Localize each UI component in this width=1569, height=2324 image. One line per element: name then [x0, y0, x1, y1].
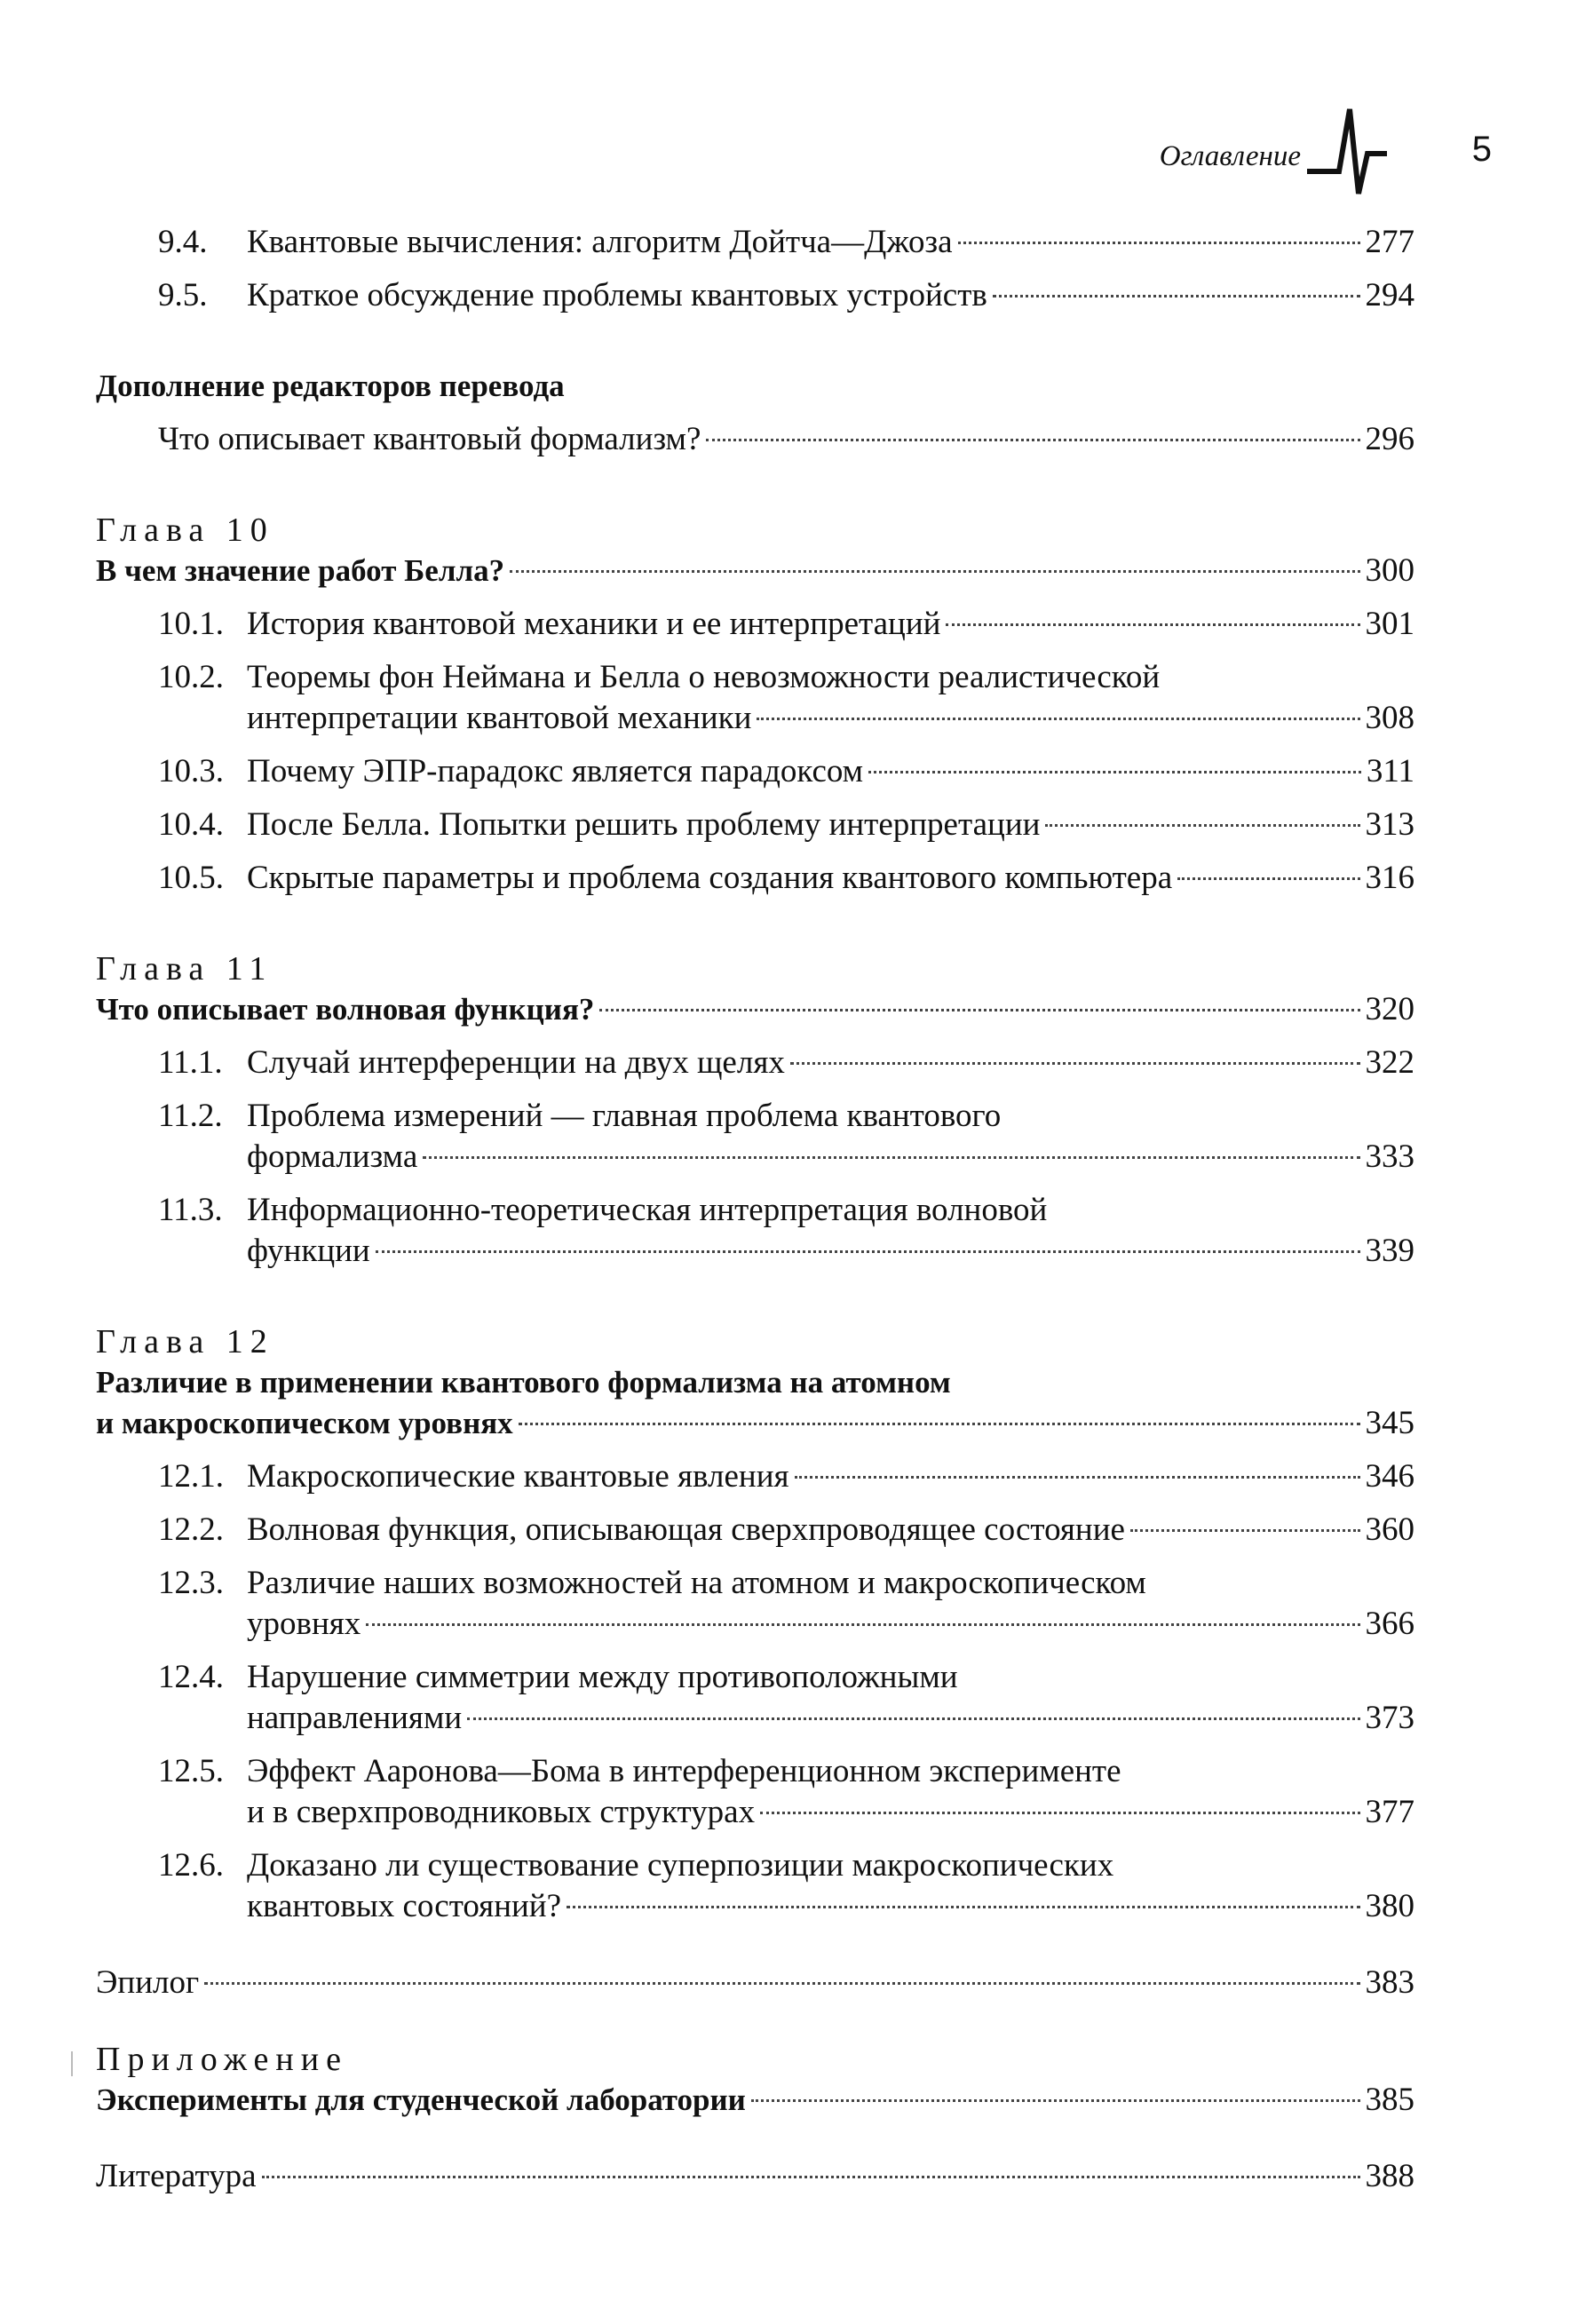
toc-entry-12-1[interactable] [96, 1456, 1414, 1497]
section-title: Волновая функция, описывающая сверхпроводящее состояние [247, 1511, 1125, 1548]
chapter-title-10[interactable] [96, 551, 1414, 591]
page-ref: 360 [1365, 1511, 1414, 1548]
section-title-line2: направлениями [247, 1700, 463, 1736]
dot-leader [1045, 824, 1359, 827]
dot-leader [795, 1476, 1360, 1479]
page-ref: 366 [1365, 1606, 1414, 1642]
page-ref: 388 [1365, 2158, 1414, 2194]
toc-entry-12-4[interactable] [96, 1657, 1414, 1739]
toc-entry-appendix[interactable] [96, 2080, 1414, 2121]
toc-entry-12-5[interactable] [96, 1751, 1414, 1833]
section-title-line1: Доказано ли существование суперпозиции макроскопических [247, 1847, 1114, 1884]
page-ref: 294 [1365, 277, 1414, 313]
section-title: Квантовые вычисления: алгоритм Дойтча—Джоза [247, 224, 953, 260]
dot-leader [204, 1982, 1359, 1985]
toc-entry-12-3[interactable] [96, 1563, 1414, 1645]
table-of-contents [96, 222, 1414, 2197]
toc-entry-11-2[interactable] [96, 1096, 1414, 1178]
dot-leader [790, 1062, 1360, 1065]
section-number: 10.2. [158, 659, 224, 695]
section-title-line1: Проблема измерений — главная проблема квантового [247, 1098, 1002, 1134]
toc-entry-addendum[interactable] [96, 419, 1414, 460]
chapter-title-12[interactable] [96, 1403, 1414, 1444]
dot-leader [376, 1250, 1360, 1253]
section-title: Оглавление [1159, 140, 1301, 172]
section-title-line2: формализма [247, 1138, 418, 1175]
section-title-line2: и в сверхпроводниковых структурах [247, 1794, 756, 1830]
dot-leader [519, 1423, 1360, 1425]
section-number: 12.4. [158, 1659, 224, 1695]
section-title-line1: Информационно-теоретическая интерпретация волновой [247, 1192, 1048, 1228]
dot-leader [751, 2099, 1360, 2102]
dot-leader [760, 1812, 1359, 1814]
toc-entry-10-5[interactable] [96, 858, 1414, 899]
section-number: 10.4. [158, 806, 224, 843]
toc-entry-9-5[interactable] [96, 275, 1414, 316]
page-ref: 320 [1365, 991, 1414, 1027]
page-ref: 301 [1365, 606, 1414, 642]
chapter-title: В чем значение работ Белла? [96, 553, 505, 588]
toc-entry-12-6[interactable] [96, 1845, 1414, 1927]
section-title-line1: Различие наших возможностей на атомном и макроскопическом [247, 1565, 1146, 1601]
section-title-line2: уровнях [247, 1606, 361, 1642]
page-ref: 322 [1365, 1044, 1414, 1081]
dot-leader [1177, 877, 1359, 880]
section-title: История квантовой механики и ее интерпретаций [247, 606, 941, 642]
dot-leader [567, 1906, 1359, 1908]
dot-leader [510, 570, 1359, 573]
toc-entry-10-3[interactable] [96, 751, 1414, 792]
section-number: 11.2. [158, 1098, 223, 1134]
addendum-heading: Дополнение редакторов перевода [96, 369, 565, 403]
dot-leader [993, 295, 1360, 297]
section-title: Скрытые параметры и проблема создания квантового компьютера [247, 860, 1173, 896]
chapter-label: Глава 12 [96, 1323, 274, 1360]
section-number: 10.3. [158, 753, 224, 789]
dot-leader [467, 1717, 1359, 1720]
chapter-title-line2: и макроскопическом уровнях [96, 1406, 513, 1440]
entry-title: Литература [96, 2158, 257, 2194]
dot-leader [757, 718, 1359, 720]
section-title: Макроскопические квантовые явления [247, 1458, 789, 1495]
dot-leader [958, 242, 1360, 244]
section-title-line1: Эффект Ааронова—Бома в интерференционном эксперименте [247, 1753, 1121, 1789]
scan-mark [71, 2051, 73, 2076]
section-number: 12.1. [158, 1458, 224, 1495]
page-ref: 373 [1365, 1700, 1414, 1736]
running-header [941, 105, 1492, 202]
page-ref: 377 [1365, 1794, 1414, 1830]
page-ref: 311 [1366, 753, 1414, 789]
entry-title: Эпилог [96, 1964, 200, 2001]
toc-entry-12-2[interactable] [96, 1510, 1414, 1551]
section-title-line2: квантовых состояний? [247, 1888, 562, 1924]
toc-entry-10-1[interactable] [96, 604, 1414, 645]
page-ref: 316 [1365, 860, 1414, 896]
chapter-title: Что описывает волновая функция? [96, 992, 595, 1027]
chapter-title-11[interactable] [96, 989, 1414, 1030]
section-title: После Белла. Попытки решить проблему интерпретации [247, 806, 1041, 843]
section-number: 9.4. [158, 224, 208, 260]
dot-leader [1130, 1529, 1360, 1532]
toc-entry-literature[interactable] [96, 2156, 1414, 2197]
page-ref: 385 [1365, 2082, 1414, 2118]
section-number: 11.1. [158, 1044, 223, 1081]
page-ref: 308 [1365, 700, 1414, 736]
toc-entry-11-1[interactable] [96, 1043, 1414, 1083]
section-number: 12.3. [158, 1565, 224, 1601]
section-number: 9.5. [158, 277, 208, 313]
section-number: 10.5. [158, 860, 224, 896]
page-ref: 296 [1365, 421, 1414, 457]
section-title: Что описывает квантовый формализм? [158, 421, 701, 457]
toc-entry-11-3[interactable] [96, 1190, 1414, 1272]
section-title-line2: функции [247, 1233, 370, 1269]
section-number: 11.3. [158, 1192, 223, 1228]
section-title-line1: Теоремы фон Неймана и Белла о невозможности реалистической [247, 659, 1161, 695]
dot-leader [706, 439, 1359, 441]
section-number: 12.2. [158, 1511, 224, 1548]
page-ref: 333 [1365, 1138, 1414, 1175]
dot-leader [599, 1009, 1359, 1011]
dot-leader [423, 1156, 1359, 1159]
page-ref: 380 [1365, 1888, 1414, 1924]
dot-leader [366, 1623, 1359, 1626]
section-title-line2: интерпретации квантовой механики [247, 700, 752, 736]
chapter-label: Глава 10 [96, 512, 274, 549]
toc-entry-epilogue[interactable] [96, 1963, 1414, 2003]
section-title: Почему ЭПР-парадокс является парадоксом [247, 753, 864, 789]
page-ref: 345 [1365, 1405, 1414, 1441]
toc-entry-10-2[interactable] [96, 657, 1414, 739]
page-ref: 383 [1365, 1964, 1414, 2001]
chapter-label: Глава 11 [96, 950, 273, 988]
section-number: 12.6. [158, 1847, 224, 1884]
toc-entry-10-4[interactable] [96, 805, 1414, 845]
waveform-logo-icon [1305, 105, 1390, 198]
page-ref: 313 [1365, 806, 1414, 843]
section-title-line1: Нарушение симметрии между противоположными [247, 1659, 958, 1695]
dot-leader [868, 771, 1361, 773]
section-title: Случай интерференции на двух щелях [247, 1044, 785, 1081]
page-number: 5 [1471, 130, 1492, 169]
chapter-title-line1: Различие в применении квантового формализма на атомном [96, 1365, 951, 1400]
section-number: 10.1. [158, 606, 224, 642]
appendix-label: Приложение [96, 2041, 348, 2078]
toc-entry-9-4[interactable] [96, 222, 1414, 263]
section-title: Краткое обсуждение проблемы квантовых устройств [247, 277, 987, 313]
section-number: 12.5. [158, 1753, 224, 1789]
dot-leader [946, 623, 1359, 626]
dot-leader [262, 2176, 1360, 2178]
appendix-title: Эксперименты для студенческой лаборатории [96, 2082, 746, 2117]
page-ref: 339 [1365, 1233, 1414, 1269]
page-ref: 300 [1365, 552, 1414, 589]
page-ref: 346 [1365, 1458, 1414, 1495]
page-ref: 277 [1365, 224, 1414, 260]
